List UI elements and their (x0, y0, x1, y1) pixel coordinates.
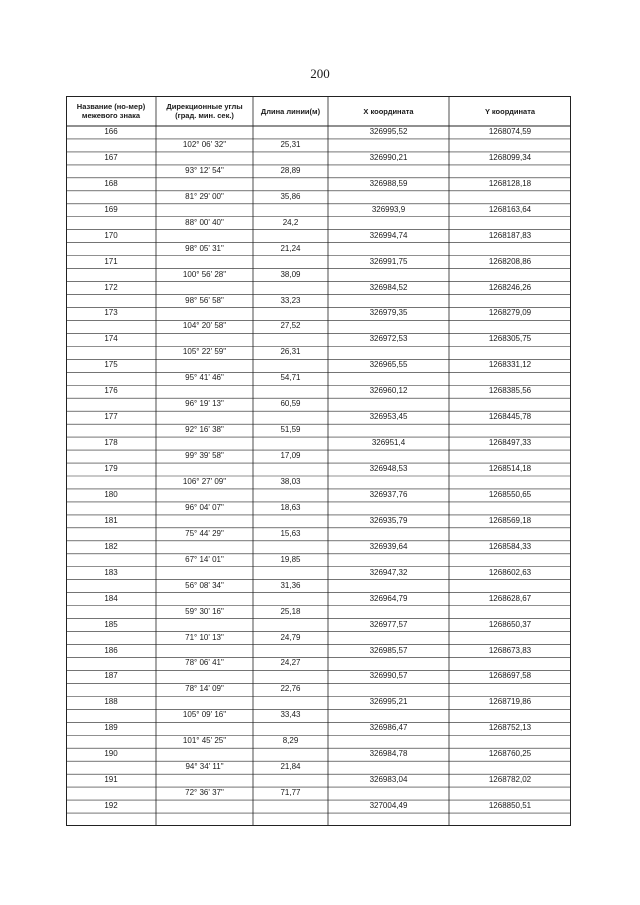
segment-length: 51,59 (280, 425, 301, 435)
point-y-coordinate: 1268550,65 (488, 489, 532, 499)
point-y-coordinate: 1268445,78 (488, 412, 532, 422)
point-x-coordinate: 326964,79 (369, 593, 408, 603)
point-name: 181 (104, 515, 118, 525)
point-x-coordinate: 326965,55 (369, 360, 408, 370)
segment-length: 19,85 (280, 554, 301, 564)
point-name: 174 (104, 334, 118, 344)
segment-length: 8,29 (282, 736, 299, 746)
point-x-coordinate: 326937,76 (369, 489, 408, 499)
segment-direction-angle: 94° 34' 11" (185, 762, 224, 772)
segment-length: 27,52 (280, 321, 301, 331)
segment-direction-angle: 95° 41' 46" (185, 373, 224, 383)
point-name: 180 (104, 489, 118, 499)
point-y-coordinate: 1268719,86 (488, 697, 532, 707)
point-x-coordinate: 326990,21 (369, 152, 408, 162)
point-y-coordinate: 1268782,02 (488, 775, 532, 785)
segment-length: 71,77 (280, 788, 301, 798)
point-x-coordinate: 326990,57 (369, 671, 408, 681)
segment-direction-angle: 100° 56' 28" (182, 269, 227, 279)
segment-length: 21,84 (280, 762, 301, 772)
segment-direction-angle: 98° 05' 31" (185, 243, 224, 253)
point-x-coordinate: 326960,12 (369, 386, 408, 396)
point-y-coordinate: 1268279,09 (488, 308, 532, 318)
point-x-coordinate: 326984,52 (369, 282, 408, 292)
point-x-coordinate: 327004,49 (369, 801, 408, 811)
segment-length: 26,31 (280, 347, 301, 357)
point-x-coordinate: 326995,52 (369, 127, 408, 136)
segment-length: 25,31 (280, 139, 301, 149)
point-name: 192 (104, 801, 118, 811)
point-name: 183 (104, 567, 118, 577)
point-y-coordinate: 1268569,18 (488, 515, 532, 525)
point-x-coordinate: 326947,32 (369, 567, 408, 577)
segment-length: 35,86 (280, 191, 301, 201)
segment-direction-angle: 96° 19' 13" (185, 399, 224, 409)
point-name: 176 (104, 386, 118, 396)
point-x-coordinate: 326979,35 (369, 308, 408, 318)
point-x-coordinate: 326991,75 (369, 256, 408, 266)
point-name: 170 (104, 230, 118, 240)
header-name: Название (но-мер) межевого знака (76, 102, 146, 120)
point-name: 187 (104, 671, 118, 681)
segment-direction-angle: 96° 04' 07" (185, 502, 224, 512)
segment-length: 33,43 (280, 710, 301, 720)
point-y-coordinate: 1268650,37 (488, 619, 532, 629)
header-angle: Дирекционные углы (град. мин. сек.) (166, 102, 243, 120)
point-x-coordinate: 326951,4 (371, 438, 406, 448)
point-name: 173 (104, 308, 118, 318)
point-name: 189 (104, 723, 118, 733)
segment-length: 28,89 (280, 165, 301, 175)
point-name: 186 (104, 645, 118, 655)
point-y-coordinate: 1268099,34 (488, 152, 532, 162)
point-name: 190 (104, 749, 118, 759)
point-x-coordinate: 326935,79 (369, 515, 408, 525)
segment-length: 17,09 (280, 451, 301, 461)
segment-direction-angle: 105° 09' 16" (182, 710, 227, 720)
point-y-coordinate: 1268074,59 (488, 127, 532, 136)
segment-direction-angle: 102° 06' 32" (182, 139, 227, 149)
point-x-coordinate: 326977,57 (369, 619, 408, 629)
point-x-coordinate: 326988,59 (369, 178, 408, 188)
segment-direction-angle: 71° 10' 13" (185, 632, 224, 642)
point-y-coordinate: 1268584,33 (488, 541, 532, 551)
boundary-coordinates-table (66, 96, 571, 826)
segment-length: 24,27 (280, 658, 301, 668)
point-x-coordinate: 326939,64 (369, 541, 408, 551)
segment-direction-angle: 88° 00' 40" (185, 217, 224, 227)
point-name: 188 (104, 697, 118, 707)
point-name: 175 (104, 360, 118, 370)
point-y-coordinate: 1268305,75 (488, 334, 532, 344)
point-y-coordinate: 1268208,86 (488, 256, 532, 266)
segment-direction-angle: 72° 36' 37" (185, 788, 224, 798)
point-x-coordinate: 326972,53 (369, 334, 408, 344)
segment-length: 25,18 (280, 606, 301, 616)
header-x: X координата (363, 106, 414, 116)
point-y-coordinate: 1268628,67 (488, 593, 532, 603)
segment-length: 54,71 (280, 373, 301, 383)
point-y-coordinate: 1268128,18 (488, 178, 532, 188)
segment-length: 60,59 (280, 399, 301, 409)
point-y-coordinate: 1268163,64 (488, 204, 532, 214)
point-y-coordinate: 1268697,58 (488, 671, 532, 681)
segment-direction-angle: 104° 20' 58" (182, 321, 227, 331)
point-x-coordinate: 326986,47 (369, 723, 408, 733)
segment-length: 38,09 (280, 269, 301, 279)
point-x-coordinate: 326984,78 (369, 749, 408, 759)
point-name: 172 (104, 282, 118, 292)
segment-length: 18,63 (280, 502, 301, 512)
point-x-coordinate: 326953,45 (369, 412, 408, 422)
segment-direction-angle: 75° 44' 29" (185, 528, 224, 538)
segment-direction-angle: 93° 12' 54" (185, 165, 224, 175)
point-name: 167 (104, 152, 118, 162)
point-x-coordinate: 326994,74 (369, 230, 408, 240)
segment-direction-angle: 92° 16' 38" (185, 425, 224, 435)
point-name: 191 (104, 775, 118, 785)
point-y-coordinate: 1268331,12 (488, 360, 532, 370)
point-x-coordinate: 326985,57 (369, 645, 408, 655)
segment-direction-angle: 56° 08' 34" (185, 580, 224, 590)
segment-direction-angle: 98° 56' 58" (185, 295, 224, 305)
point-name: 166 (104, 127, 118, 136)
segment-length: 22,76 (280, 684, 301, 694)
point-name: 178 (104, 438, 118, 448)
point-y-coordinate: 1268187,83 (488, 230, 532, 240)
point-name: 182 (104, 541, 118, 551)
point-x-coordinate: 326995,21 (369, 697, 408, 707)
segment-direction-angle: 105° 22' 59" (182, 347, 227, 357)
point-x-coordinate: 326983,04 (369, 775, 408, 785)
point-name: 184 (104, 593, 118, 603)
point-name: 177 (104, 412, 118, 422)
segment-length: 15,63 (280, 528, 301, 538)
point-x-coordinate: 326948,53 (369, 464, 408, 474)
segment-length: 24,2 (282, 217, 299, 227)
point-y-coordinate: 1268673,83 (488, 645, 532, 655)
segment-direction-angle: 81° 29' 00" (185, 191, 224, 201)
segment-length: 38,03 (280, 477, 301, 486)
segment-direction-angle: 106° 27' 09" (182, 477, 227, 486)
point-name: 171 (104, 256, 118, 266)
segment-direction-angle: 101° 45' 25" (182, 736, 227, 746)
segment-direction-angle: 99° 39' 58" (185, 451, 224, 461)
point-y-coordinate: 1268385,56 (488, 386, 532, 396)
segment-length: 31,36 (280, 580, 301, 590)
point-name: 169 (104, 204, 118, 214)
point-y-coordinate: 1268514,18 (488, 464, 532, 474)
segment-length: 24,79 (280, 632, 301, 642)
header-length: Длина линии(м) (260, 106, 321, 116)
point-name: 179 (104, 464, 118, 474)
point-y-coordinate: 1268246,26 (488, 282, 532, 292)
point-y-coordinate: 1268752,13 (488, 723, 532, 733)
point-y-coordinate: 1268602,63 (488, 567, 532, 577)
point-y-coordinate: 1268497,33 (488, 438, 532, 448)
segment-direction-angle: 78° 14' 09" (185, 684, 224, 694)
segment-length: 33,23 (280, 295, 301, 305)
page-number: 200 (310, 66, 330, 81)
point-name: 185 (104, 619, 118, 629)
point-x-coordinate: 326993,9 (371, 204, 406, 214)
segment-direction-angle: 59° 30' 16" (185, 606, 224, 616)
point-y-coordinate: 1268760,25 (488, 749, 532, 759)
segment-direction-angle: 78° 06' 41" (185, 658, 224, 668)
segment-length: 21,24 (280, 243, 301, 253)
point-name: 168 (104, 178, 118, 188)
point-y-coordinate: 1268850,51 (488, 801, 532, 811)
segment-direction-angle: 67° 14' 01" (185, 554, 224, 564)
header-y: Y координата (484, 106, 536, 116)
